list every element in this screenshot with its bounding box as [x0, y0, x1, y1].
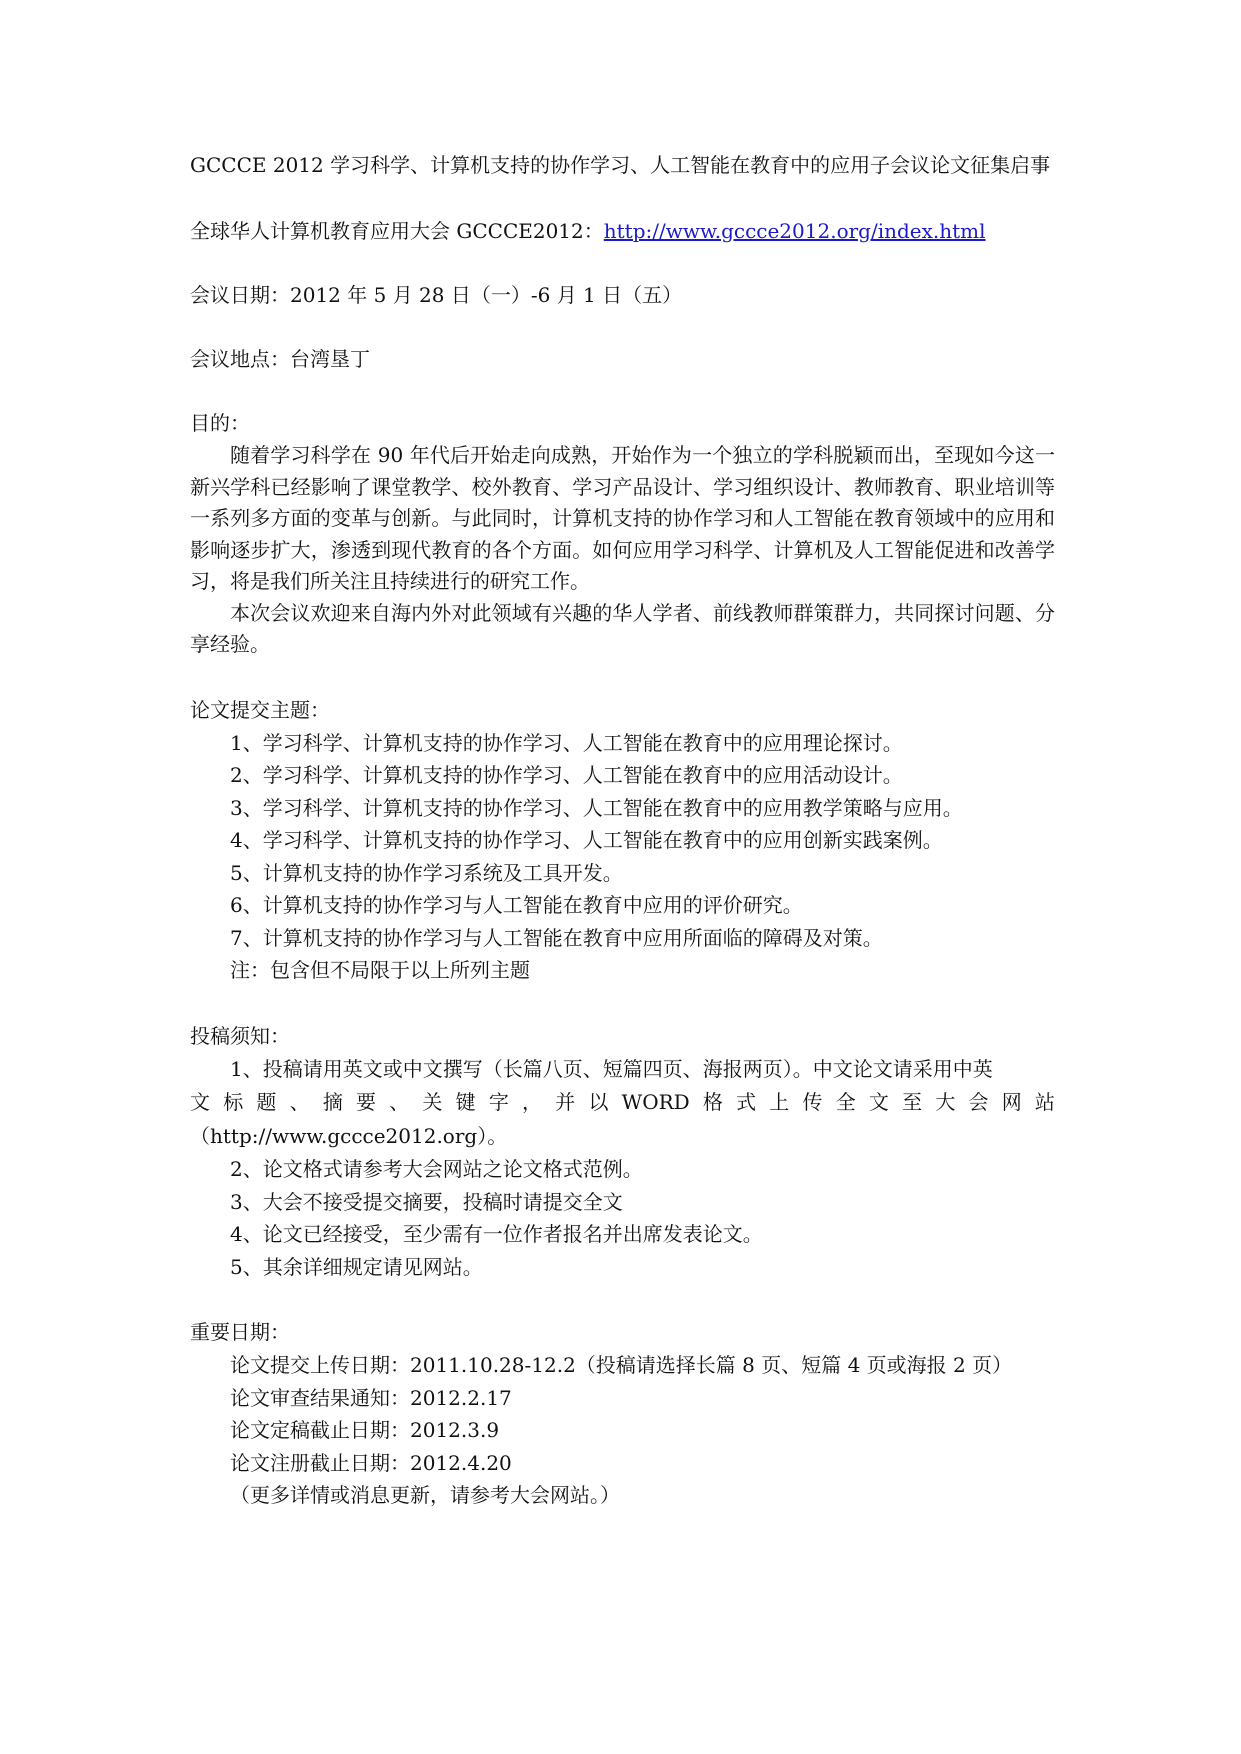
- submission-item-1-line-1: 1、投稿请用英文或中文撰写（长篇八页、短篇四页、海报两页）。中文论文请采用中英: [230, 1056, 993, 1081]
- dates-footer: （更多详情或消息更新，请参考大会网站。）: [230, 1483, 620, 1507]
- spaced-word: 网: [1001, 1090, 1022, 1114]
- spaced-word: 至: [902, 1090, 923, 1114]
- document-page: [190, 148, 1055, 1512]
- submission-item: 4、论文已经接受，至少需有一位作者报名并出席发表论文。: [230, 1222, 763, 1246]
- conference-date: 会议日期：2012 年 5 月 28 日（一）-6 月 1 日（五）: [190, 283, 683, 307]
- topics-note: 注：包含但不局限于以上所列主题: [230, 958, 530, 982]
- date-item: 论文注册截止日期：2012.4.20: [230, 1450, 512, 1475]
- topic-item: 5、计算机支持的协作学习系统及工具开发。: [230, 860, 623, 885]
- spaced-word: 全: [835, 1090, 856, 1114]
- spaced-word: 文: [190, 1090, 210, 1114]
- submission-item: 3、大会不接受提交摘要，投稿时请提交全文: [230, 1189, 623, 1214]
- submission-item: 5、其余详细规定请见网站。: [230, 1254, 483, 1279]
- topic-item: 7、计算机支持的协作学习与人工智能在教育中应用所面临的障碍及对策。: [230, 925, 883, 950]
- submission-item: 2、论文格式请参考大会网站之论文格式范例。: [230, 1157, 643, 1181]
- spaced-word: 式: [736, 1090, 757, 1114]
- conference-line: [190, 214, 1055, 248]
- date-item: 论文提交上传日期：2011.10.28-12.2（投稿请选择长篇 8 页、短篇 4 页或海报 2 页）: [230, 1353, 1013, 1377]
- topic-item: 1、学习科学、计算机支持的协作学习、人工智能在教育中的应用理论探讨。: [230, 730, 903, 755]
- dates-list: [190, 1349, 1055, 1512]
- submission-heading: 投稿须知：: [190, 1023, 290, 1048]
- topics-list: [190, 727, 1055, 987]
- spaced-word: 关: [422, 1090, 443, 1114]
- spaced-word: 文: [868, 1090, 889, 1114]
- purpose-paragraph-2: 本次会议欢迎来自海内外对此领域有兴趣的华人学者、前线教师群策群力，共同探讨问题、分享经验。: [190, 600, 1055, 656]
- spaced-word: 、: [289, 1090, 310, 1114]
- spaced-word: 站: [1034, 1090, 1055, 1114]
- spaced-word: 上: [769, 1090, 790, 1114]
- submission-item-1-line-3: （http://www.gccce2012.org）。: [190, 1124, 508, 1148]
- conference-location: 会议地点：台湾垦丁: [190, 347, 370, 371]
- spaced-word: 字: [488, 1090, 509, 1114]
- spaced-word: 要: [356, 1090, 377, 1114]
- spaced-word: 大: [935, 1090, 956, 1114]
- spaced-word: 传: [802, 1090, 823, 1114]
- spaced-word: 摘: [322, 1090, 343, 1114]
- topic-item: 2、学习科学、计算机支持的协作学习、人工智能在教育中的应用活动设计。: [230, 763, 903, 787]
- date-item: 论文定稿截止日期：2012.3.9: [230, 1418, 500, 1442]
- date-item: 论文审查结果通知：2012.2.17: [230, 1385, 512, 1410]
- spaced-word: 以: [588, 1090, 609, 1114]
- spaced-word: 标: [223, 1090, 244, 1114]
- topic-item: 4、学习科学、计算机支持的协作学习、人工智能在教育中的应用创新实践案例。: [230, 828, 943, 852]
- spaced-word: 题: [256, 1090, 277, 1114]
- dates-heading: 重要日期：: [190, 1320, 290, 1344]
- conference-url-link[interactable]: http://www.gccce2012.org/index.html: [603, 219, 986, 243]
- spaced-word: 键: [455, 1090, 476, 1114]
- purpose-heading: 目的：: [190, 411, 250, 435]
- spaced-word: 并: [555, 1090, 576, 1114]
- submission-list: [190, 1053, 1055, 1284]
- spaced-word: 会: [968, 1090, 989, 1114]
- spaced-word: ，: [522, 1090, 543, 1114]
- spaced-word: 格: [702, 1090, 723, 1114]
- conference-label: 全球华人计算机教育应用大会 GCCCE2012：: [190, 219, 604, 243]
- purpose-paragraph-1: 随着学习科学在 90 年代后开始走向成熟，开始作为一个独立的学科脱颖而出，至现如今这一新兴学科已经影响了课堂教学、校外教育、学习产品设计、学习组织设计、教师教育、职业培训等一系列多方面的变革与创新。与此同时，计算机支持的协作学习和人工智能在教育领域中的应用和影响逐步扩大，渗透到现代教育的各个方面。如何应用学习科学、计算机及人工智能促进和改善学习，将是我们所关注且持续进行的研究工作。: [190, 443, 1055, 593]
- document-title: GCCCE 2012 学习科学、计算机支持的协作学习、人工智能在教育中的应用子会议论文征集启事: [190, 153, 1051, 177]
- spaced-word: 、: [389, 1090, 410, 1114]
- spaced-word: WORD: [621, 1090, 690, 1114]
- topics-heading: 论文提交主题：: [190, 697, 330, 722]
- submission-item-1-line-2: [190, 1085, 1055, 1119]
- topic-item: 3、学习科学、计算机支持的协作学习、人工智能在教育中的应用教学策略与应用。: [230, 795, 963, 820]
- topic-item: 6、计算机支持的协作学习与人工智能在教育中应用的评价研究。: [230, 893, 803, 917]
